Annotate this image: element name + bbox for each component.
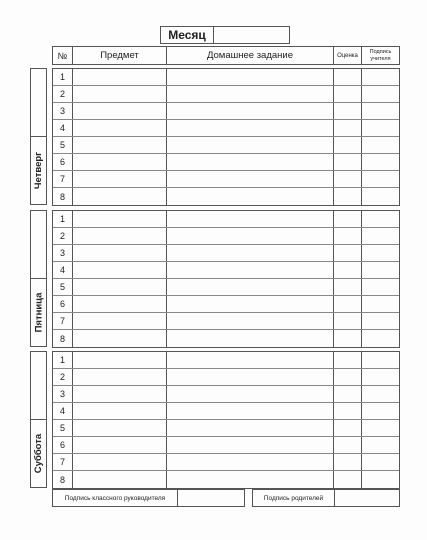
- subject-cell[interactable]: [73, 454, 167, 470]
- month-label: Месяц: [161, 27, 214, 43]
- grade-cell[interactable]: [334, 69, 362, 85]
- sign-cell[interactable]: [362, 69, 399, 85]
- table-row: 6: [53, 296, 399, 313]
- day-name-saturday: Суббота: [33, 433, 45, 473]
- table-row: 1: [53, 352, 399, 369]
- homework-cell[interactable]: [167, 262, 334, 278]
- grade-cell[interactable]: [334, 420, 362, 436]
- table-row: 5: [53, 420, 399, 437]
- grade-cell[interactable]: [334, 154, 362, 170]
- subject-cell[interactable]: [73, 154, 167, 170]
- sign-cell[interactable]: [362, 313, 399, 329]
- day-name-thursday: Четверг: [33, 151, 44, 189]
- subject-cell[interactable]: [73, 262, 167, 278]
- table-row: 8: [53, 471, 399, 488]
- grade-cell[interactable]: [334, 330, 362, 347]
- sign-cell[interactable]: [362, 420, 399, 436]
- grade-cell[interactable]: [334, 454, 362, 470]
- homework-cell[interactable]: [167, 120, 334, 136]
- homework-cell[interactable]: [167, 188, 334, 205]
- grade-cell[interactable]: [334, 211, 362, 227]
- subject-cell[interactable]: [73, 137, 167, 153]
- parents-sign-field[interactable]: [335, 490, 399, 506]
- grade-cell[interactable]: [334, 403, 362, 419]
- subject-cell[interactable]: [73, 211, 167, 227]
- grade-cell[interactable]: [334, 137, 362, 153]
- subject-cell[interactable]: [73, 437, 167, 453]
- table-row: 6: [53, 437, 399, 454]
- homework-cell[interactable]: [167, 211, 334, 227]
- subject-cell[interactable]: [73, 103, 167, 119]
- day-table-saturday: [52, 351, 400, 489]
- subject-cell[interactable]: [73, 352, 167, 368]
- homework-cell[interactable]: [167, 471, 334, 488]
- table-row: 8: [53, 188, 399, 205]
- sign-cell[interactable]: [362, 386, 399, 402]
- grade-cell[interactable]: [334, 369, 362, 385]
- grade-cell[interactable]: [334, 437, 362, 453]
- subject-cell[interactable]: [73, 403, 167, 419]
- homework-cell[interactable]: [167, 103, 334, 119]
- class-teacher-sign-field[interactable]: [178, 490, 244, 506]
- class-teacher-sign-label: Подпись классного руководителя: [53, 490, 178, 506]
- sign-cell[interactable]: [362, 262, 399, 278]
- day-tab-saturday: [30, 351, 47, 488]
- subject-cell[interactable]: [73, 369, 167, 385]
- table-row: 3: [53, 245, 399, 262]
- table-row: 2: [53, 369, 399, 386]
- homework-cell[interactable]: [167, 403, 334, 419]
- table-header: [52, 46, 400, 65]
- homework-cell[interactable]: [167, 137, 334, 153]
- homework-cell[interactable]: [167, 86, 334, 102]
- sign-cell[interactable]: [362, 245, 399, 261]
- table-row: 7: [53, 454, 399, 471]
- subject-cell[interactable]: [73, 86, 167, 102]
- sign-cell[interactable]: [362, 86, 399, 102]
- sign-cell[interactable]: [362, 137, 399, 153]
- sign-cell[interactable]: [362, 330, 399, 347]
- subject-cell[interactable]: [73, 386, 167, 402]
- sign-cell[interactable]: [362, 228, 399, 244]
- homework-cell[interactable]: [167, 245, 334, 261]
- grade-cell[interactable]: [334, 120, 362, 136]
- sign-cell[interactable]: [362, 171, 399, 187]
- table-row: 7: [53, 171, 399, 188]
- homework-cell[interactable]: [167, 386, 334, 402]
- subject-cell[interactable]: [73, 313, 167, 329]
- homework-cell[interactable]: [167, 313, 334, 329]
- header-subject: Предмет: [73, 47, 167, 64]
- grade-cell[interactable]: [334, 386, 362, 402]
- homework-cell[interactable]: [167, 420, 334, 436]
- header-homework: Домашнее задание: [167, 47, 334, 64]
- subject-cell[interactable]: [73, 228, 167, 244]
- table-row: 5: [53, 137, 399, 154]
- grade-cell[interactable]: [334, 471, 362, 488]
- homework-cell[interactable]: [167, 279, 334, 295]
- parents-sign-label: Подпись родителей: [253, 490, 335, 506]
- grade-cell[interactable]: [334, 245, 362, 261]
- day-tab-blank: [31, 211, 46, 279]
- grade-cell[interactable]: [334, 228, 362, 244]
- table-row: 6: [53, 154, 399, 171]
- subject-cell[interactable]: [73, 420, 167, 436]
- day-table-friday: [52, 210, 400, 348]
- sign-cell[interactable]: [362, 103, 399, 119]
- homework-cell[interactable]: [167, 352, 334, 368]
- table-row: 1: [53, 211, 399, 228]
- sign-cell[interactable]: [362, 296, 399, 312]
- homework-cell[interactable]: [167, 330, 334, 347]
- table-row: 4: [53, 262, 399, 279]
- table-row: 5: [53, 279, 399, 296]
- homework-cell[interactable]: [167, 437, 334, 453]
- day-table-thursday: [52, 68, 400, 206]
- sign-cell[interactable]: [362, 188, 399, 205]
- subject-cell[interactable]: [73, 330, 167, 347]
- subject-cell[interactable]: [73, 279, 167, 295]
- subject-cell[interactable]: [73, 471, 167, 488]
- grade-cell[interactable]: [334, 188, 362, 205]
- table-row: 7: [53, 313, 399, 330]
- table-row: 3: [53, 386, 399, 403]
- sign-cell[interactable]: [362, 120, 399, 136]
- parents-sign-box: [252, 489, 400, 507]
- subject-cell[interactable]: [73, 188, 167, 205]
- sign-cell[interactable]: [362, 154, 399, 170]
- sign-cell[interactable]: [362, 279, 399, 295]
- sign-cell[interactable]: [362, 403, 399, 419]
- homework-cell[interactable]: [167, 228, 334, 244]
- homework-cell[interactable]: [167, 69, 334, 85]
- table-row: 4: [53, 120, 399, 137]
- table-row: 2: [53, 86, 399, 103]
- grade-cell[interactable]: [334, 296, 362, 312]
- table-row: 8: [53, 330, 399, 347]
- header-teacher-sign: Подпись учителя: [369, 49, 392, 62]
- table-row: 3: [53, 103, 399, 120]
- day-name-friday: Пятница: [33, 292, 44, 332]
- grade-cell[interactable]: [334, 171, 362, 187]
- subject-cell[interactable]: [73, 120, 167, 136]
- sign-cell[interactable]: [362, 352, 399, 368]
- sign-cell[interactable]: [362, 471, 399, 488]
- table-row: 1: [53, 69, 399, 86]
- class-teacher-sign-box: [52, 489, 245, 507]
- day-tab-blank: [31, 69, 46, 137]
- header-grade: Оценка: [334, 47, 362, 64]
- sign-cell[interactable]: [362, 369, 399, 385]
- table-row: 2: [53, 228, 399, 245]
- sign-cell[interactable]: [362, 437, 399, 453]
- day-tab-friday: [30, 210, 47, 347]
- grade-cell[interactable]: [334, 103, 362, 119]
- grade-cell[interactable]: [334, 313, 362, 329]
- subject-cell[interactable]: [73, 69, 167, 85]
- sign-cell[interactable]: [362, 454, 399, 470]
- grade-cell[interactable]: [334, 262, 362, 278]
- grade-cell[interactable]: [334, 86, 362, 102]
- sign-cell[interactable]: [362, 211, 399, 227]
- homework-cell[interactable]: [167, 454, 334, 470]
- grade-cell[interactable]: [334, 352, 362, 368]
- day-tab-thursday: [30, 68, 47, 205]
- subject-cell[interactable]: [73, 171, 167, 187]
- day-tab-blank: [31, 352, 46, 420]
- homework-cell[interactable]: [167, 154, 334, 170]
- homework-cell[interactable]: [167, 296, 334, 312]
- month-field[interactable]: [214, 27, 289, 43]
- header-num: №: [53, 47, 73, 64]
- month-box: [160, 26, 290, 44]
- grade-cell[interactable]: [334, 279, 362, 295]
- table-row: 4: [53, 403, 399, 420]
- homework-cell[interactable]: [167, 369, 334, 385]
- subject-cell[interactable]: [73, 296, 167, 312]
- subject-cell[interactable]: [73, 245, 167, 261]
- homework-cell[interactable]: [167, 171, 334, 187]
